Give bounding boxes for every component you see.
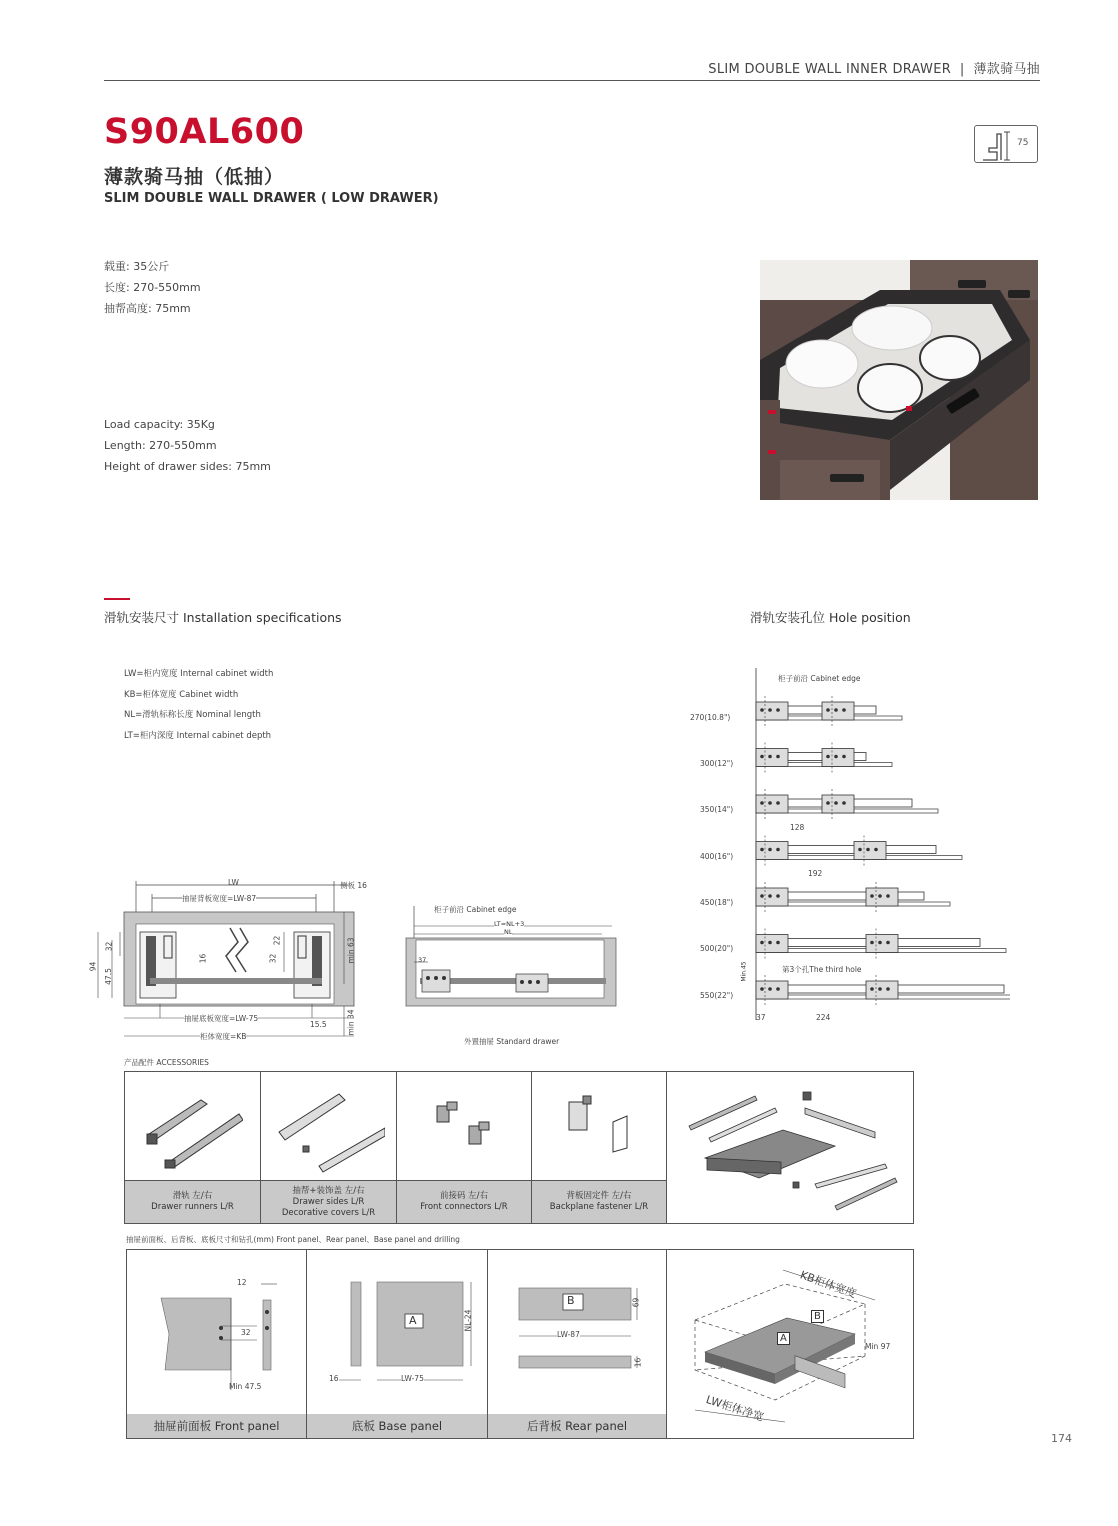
dim-lw: LW xyxy=(228,878,239,887)
product-name-cn: 薄款骑马抽（低抽） xyxy=(104,166,285,188)
dim-base-nl: NL-24 xyxy=(463,1309,473,1332)
dim-min34: min 34 xyxy=(346,1009,356,1036)
drawer-height-icon xyxy=(974,125,1038,163)
iso-lw-label: LW柜体净宽 xyxy=(704,1393,766,1424)
rear-panel-b: B xyxy=(567,1294,575,1307)
side-view-caption: 外置抽屉 Standard drawer xyxy=(464,1037,560,1046)
drawer-runners-image xyxy=(143,1084,243,1178)
dim-base-width: 抽屉底板宽度=LW-75 xyxy=(184,1014,259,1023)
panels-table xyxy=(126,1249,914,1439)
rail-row xyxy=(756,789,938,819)
rail-row xyxy=(756,743,892,773)
iso-panel-b: B xyxy=(811,1310,824,1323)
dim-15: 15.5 xyxy=(310,1020,327,1029)
accessory-caption-sides: 抽帮+装饰盖 左/右 Drawer sides L/R Decorative covers L/R xyxy=(261,1181,396,1223)
dim-224: 224 xyxy=(816,1013,831,1022)
install-legend xyxy=(124,664,273,746)
dim-base-lw: LW-75 xyxy=(401,1374,424,1383)
dim-back-width: 抽屉背板宽度=LW-87 xyxy=(182,894,257,903)
panels-title: 抽屉前面板、后背板、底板尺寸和钻孔(mm) Front panel、Rear panel、Base panel and drilling xyxy=(126,1235,460,1244)
rail-row xyxy=(756,929,1006,959)
rail-row xyxy=(756,882,950,912)
iso-min-label: Min 97 xyxy=(865,1342,891,1351)
dim-37-side: 37 xyxy=(418,956,427,964)
rail-row xyxy=(756,696,902,726)
specs-cn xyxy=(104,256,201,319)
dim-32a: 32 xyxy=(104,941,114,952)
size-450: 450(18") xyxy=(700,898,734,907)
dim-37-hole: 37 xyxy=(756,1013,766,1022)
dim-128: 128 xyxy=(790,823,805,832)
rear-panel-caption: 后背板 Rear panel xyxy=(488,1414,666,1438)
drawer-sides-image xyxy=(275,1080,385,1180)
dim-192: 192 xyxy=(808,869,823,878)
header-title: SLIM DOUBLE WALL INNER DRAWER | 薄款骑马抽 xyxy=(708,62,1040,77)
dim-front-min: Min 47.5 xyxy=(229,1382,262,1391)
size-350: 350(14") xyxy=(700,805,734,814)
dim-front-12: 12 xyxy=(237,1278,247,1287)
dim-94: 94 xyxy=(88,961,98,972)
front-connectors-image xyxy=(429,1096,499,1160)
dim-rear-69: 69 xyxy=(631,1297,641,1308)
iso-kb-label: KB柜体宽度 xyxy=(798,1268,859,1301)
cross-section-drawing xyxy=(90,876,380,1042)
hole-section-title: 滑轨安装孔位 Hole position xyxy=(750,610,911,625)
section-accent-bar xyxy=(104,598,130,600)
dim-min63: min 63 xyxy=(346,937,356,964)
dim-rear-16: 16 xyxy=(633,1357,643,1368)
size-270: 270(10.8") xyxy=(690,713,731,722)
size-500: 500(20") xyxy=(700,944,734,953)
accessory-caption-fastener: 背板固定件 左/右 Backplane fastener L/R xyxy=(532,1181,666,1223)
spec-length-cn: 长度: 270-550mm xyxy=(104,281,201,294)
dim-16: 16 xyxy=(198,953,208,964)
spec-load-cn: 载重: 35公斤 xyxy=(104,260,170,273)
specs-en xyxy=(104,414,271,477)
legend-lw: LW=柜内宽度 Internal cabinet width xyxy=(124,669,274,679)
spec-height-en: Height of drawer sides: 75mm xyxy=(104,460,271,473)
dim-rear-lw: LW-87 xyxy=(557,1330,580,1339)
legend-kb: KB=柜体宽度 Cabinet width xyxy=(124,689,239,700)
hole-position-drawing xyxy=(690,664,1010,1028)
accessories-table xyxy=(124,1071,914,1224)
product-photo xyxy=(760,260,1038,500)
size-300: 300(12") xyxy=(700,759,734,768)
accessories-exploded-image xyxy=(685,1082,905,1220)
accessory-caption-connectors: 前接码 左/右 Front connectors L/R xyxy=(397,1181,531,1223)
side-cabinet-edge-label: 柜子前沿 Cabinet edge xyxy=(434,905,517,914)
side-view-drawing xyxy=(398,898,630,1048)
third-hole-label: 第3个孔The third hole xyxy=(782,965,862,974)
drawer-iso-drawing xyxy=(675,1260,911,1434)
dim-base-16: 16 xyxy=(329,1374,339,1383)
dim-cabinet-width: 柜体宽度=KB xyxy=(200,1032,247,1041)
front-panel-drawing xyxy=(157,1270,297,1404)
rail-row xyxy=(756,975,1010,1005)
dim-lt: LT=NL+3 xyxy=(494,920,525,928)
dim-side-panel: 侧板 16 xyxy=(340,881,367,890)
dim-min45: Min.45 xyxy=(740,961,748,982)
page-number: 174 xyxy=(1051,1432,1072,1445)
base-panel-caption: 底板 Base panel xyxy=(307,1414,487,1438)
dim-47: 47.5 xyxy=(103,968,113,985)
rear-panel-drawing xyxy=(513,1280,653,1384)
size-400: 400(16") xyxy=(700,852,734,861)
header-divider xyxy=(104,80,1040,81)
dim-front-32: 32 xyxy=(241,1328,251,1337)
height-badge-value: 75 xyxy=(1017,138,1029,148)
legend-nl: NL=滑轨标称长度 Nominal length xyxy=(124,710,261,720)
install-section-title: 滑轨安装尺寸 Installation specifications xyxy=(104,610,342,625)
legend-lt: LT=柜内深度 Internal cabinet depth xyxy=(124,730,272,741)
dim-22: 22 xyxy=(272,935,282,946)
base-panel-drawing xyxy=(325,1272,485,1396)
dim-nl: NL xyxy=(504,928,513,936)
base-panel-a: A xyxy=(409,1314,417,1327)
backplane-fastener-image xyxy=(563,1092,643,1166)
product-model: S90AL600 xyxy=(104,112,305,152)
dim-32b: 32 xyxy=(268,953,278,964)
product-name-en: SLIM DOUBLE WALL DRAWER ( LOW DRAWER) xyxy=(104,191,439,206)
spec-length-en: Length: 270-550mm xyxy=(104,439,217,452)
accessories-title: 产品配件 ACCESSORIES xyxy=(124,1058,209,1067)
spec-load-en: Load capacity: 35Kg xyxy=(104,418,215,431)
spec-height-cn: 抽帮高度: 75mm xyxy=(104,302,191,315)
front-panel-caption: 抽屉前面板 Front panel xyxy=(127,1414,306,1438)
hole-cabinet-edge-label: 柜子前沿 Cabinet edge xyxy=(778,674,861,683)
size-550: 550(22") xyxy=(700,991,734,1000)
accessory-caption-runners: 滑轨 左/右 Drawer runners L/R xyxy=(125,1181,260,1223)
iso-panel-a: A xyxy=(777,1332,790,1345)
rail-row xyxy=(756,836,962,866)
